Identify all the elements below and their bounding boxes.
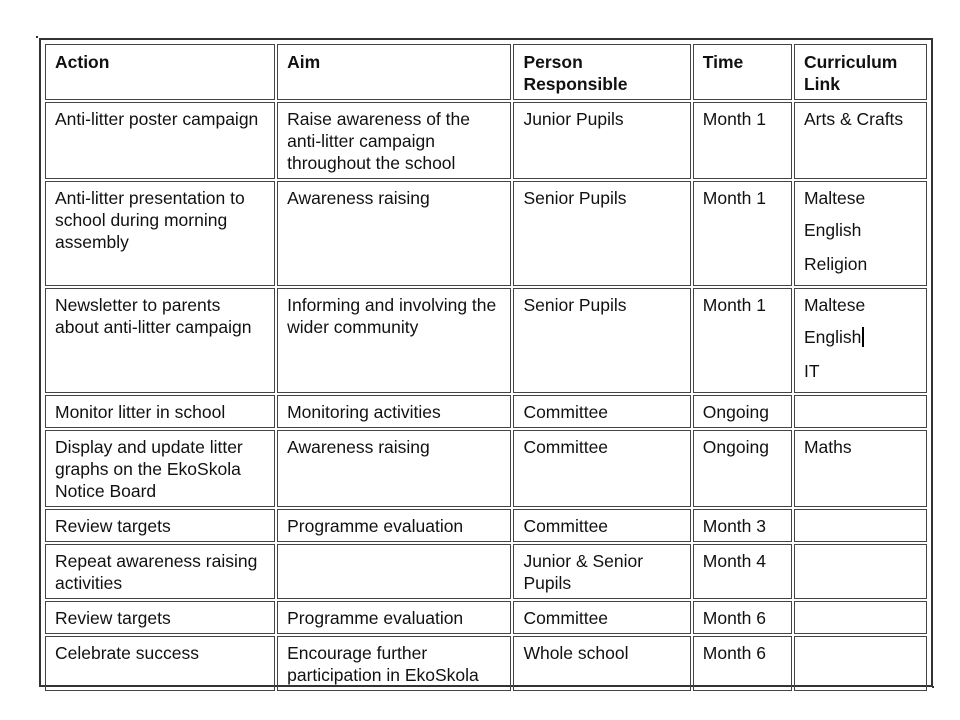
cell-curriculum-link — [794, 430, 927, 507]
curriculum-link-item: Arts & Crafts — [803, 109, 904, 129]
curriculum-link-item: Maths — [803, 437, 852, 457]
cell-person: Committee — [513, 430, 690, 507]
cell-curriculum-link — [794, 102, 927, 179]
cell-aim: Awareness raising — [277, 181, 511, 286]
header-time: Time — [693, 44, 792, 100]
cell-aim: Encourage further participation in EkoSkola — [277, 636, 511, 691]
cell-person: Senior Pupils — [513, 181, 690, 286]
cell-time: Month 1 — [693, 181, 792, 286]
table-row — [45, 288, 927, 393]
header-person-responsible: Person Responsible — [513, 44, 690, 100]
cell-person: Committee — [513, 601, 690, 634]
corner-mark — [36, 36, 38, 38]
corner-mark — [932, 686, 934, 688]
cell-aim: Programme evaluation — [277, 509, 511, 542]
cell-action: Review targets — [45, 601, 275, 634]
cell-curriculum-link — [794, 636, 927, 691]
cell-curriculum-link — [794, 601, 927, 634]
table-row — [45, 102, 927, 179]
cell-aim: Programme evaluation — [277, 601, 511, 634]
text-cursor — [862, 327, 864, 347]
action-plan-table — [43, 42, 929, 693]
cell-person: Senior Pupils — [513, 288, 690, 393]
table-row — [45, 509, 927, 542]
cell-curriculum-link — [794, 395, 927, 428]
cell-action: Celebrate success — [45, 636, 275, 691]
cell-person: Committee — [513, 395, 690, 428]
table-row — [45, 544, 927, 599]
cell-time: Ongoing — [693, 395, 792, 428]
cell-aim — [277, 544, 511, 599]
cell-time: Month 1 — [693, 102, 792, 179]
action-plan-frame — [39, 38, 933, 687]
cell-time: Month 1 — [693, 288, 792, 393]
cell-curriculum-link[interactable] — [794, 288, 927, 393]
curriculum-link-item: Religion — [803, 254, 868, 274]
header-action: Action — [45, 44, 275, 100]
cell-action: Review targets — [45, 509, 275, 542]
cell-aim: Monitoring activities — [277, 395, 511, 428]
header-aim: Aim — [277, 44, 511, 100]
cell-action: Anti-litter presentation to school during morning assembly — [45, 181, 275, 286]
table-header-row — [45, 44, 927, 100]
curriculum-link-item — [804, 320, 917, 354]
cell-time: Month 3 — [693, 509, 792, 542]
cell-person: Committee — [513, 509, 690, 542]
cell-time: Month 6 — [693, 601, 792, 634]
cell-curriculum-link — [794, 509, 927, 542]
table-row — [45, 395, 927, 428]
cell-aim: Raise awareness of the anti-litter campaign throughout the school — [277, 102, 511, 179]
cell-aim: Awareness raising — [277, 430, 511, 507]
cell-person: Junior Pupils — [513, 102, 690, 179]
cell-action: Display and update litter graphs on the EkoSkola Notice Board — [45, 430, 275, 507]
curriculum-link-text: English — [803, 327, 862, 347]
table-row — [45, 430, 927, 507]
cell-aim: Informing and involving the wider community — [277, 288, 511, 393]
curriculum-link-item: English — [803, 220, 862, 240]
table-row — [45, 181, 927, 286]
cell-action: Monitor litter in school — [45, 395, 275, 428]
curriculum-link-item: Maltese — [803, 295, 866, 315]
cell-action: Anti-litter poster campaign — [45, 102, 275, 179]
cell-person: Whole school — [513, 636, 690, 691]
curriculum-link-item: IT — [803, 361, 820, 381]
cell-time: Month 4 — [693, 544, 792, 599]
cell-curriculum-link — [794, 544, 927, 599]
cell-curriculum-link — [794, 181, 927, 286]
table-row — [45, 601, 927, 634]
cell-person: Junior & Senior Pupils — [513, 544, 690, 599]
cell-action: Newsletter to parents about anti-litter campaign — [45, 288, 275, 393]
table-row — [45, 636, 927, 691]
curriculum-link-item: Maltese — [803, 188, 866, 208]
cell-time: Ongoing — [693, 430, 792, 507]
cell-time: Month 6 — [693, 636, 792, 691]
cell-action: Repeat awareness raising activities — [45, 544, 275, 599]
header-curriculum-link: Curriculum Link — [794, 44, 927, 100]
